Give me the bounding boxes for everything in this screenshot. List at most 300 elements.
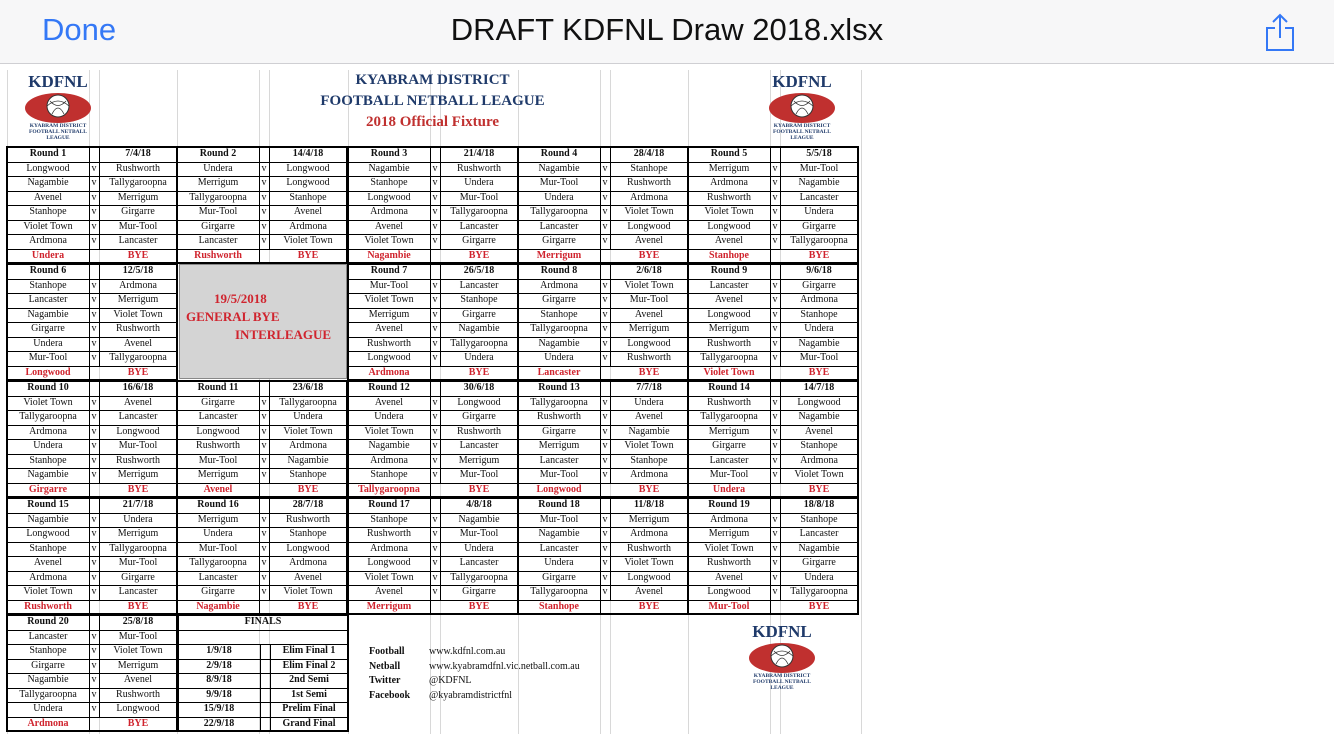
away-team: Nagambie [287,454,329,466]
versus-label: v [772,425,778,437]
bye-team: Girgarre [28,483,68,495]
versus-label: v [772,513,778,525]
versus-label: v [602,513,608,525]
away-team: Avenel [293,206,323,217]
away-team: Mur-Tool [118,557,158,568]
away-team: Longwood [457,396,501,408]
versus-label: v [602,454,608,466]
round-label: Round 11 [197,382,239,393]
versus-label: v [772,162,778,174]
home-team: Violet Town [23,220,73,232]
away-team: Violet Town [113,308,163,320]
round-label: Round 8 [540,265,578,276]
home-team: Lancaster [539,220,579,232]
away-team: Longwood [627,571,671,583]
away-team: Ardmona [630,469,668,480]
versus-label: v [432,586,438,597]
contact-label: Football [369,646,405,657]
cell-border [270,644,271,731]
bye-label: BYE [127,600,149,612]
bye-label: BYE [127,249,149,261]
cell-border [99,381,100,483]
away-team: Merrigum [117,528,159,539]
away-team: Tallygaroopna [279,396,337,408]
svg-text:KYABRAM DISTRICT: KYABRAM DISTRICT [773,123,831,129]
away-team: Undera [123,513,153,525]
round-date: 23/6/18 [292,382,324,393]
home-team: Violet Town [23,586,73,597]
versus-label: v [91,323,97,334]
done-button[interactable]: Done [42,12,117,47]
away-team: Avenel [634,586,664,597]
away-team: Lancaster [118,411,158,422]
round-label: Round 6 [29,265,67,276]
away-team: Tallygaroopna [790,235,848,246]
cell-border [440,147,441,249]
away-team: Ardmona [289,440,327,451]
versus-label: v [602,220,608,232]
versus-label: v [91,571,97,583]
contact-label: Facebook [369,689,411,701]
away-team: Stanhope [289,191,327,203]
home-team: Ardmona [29,425,67,437]
away-team: Mur-Tool [629,294,669,305]
versus-label: v [91,337,97,349]
final-name: Grand Final [282,717,336,729]
away-team: Undera [464,177,494,188]
versus-label: v [261,411,267,422]
home-team: Stanhope [29,279,67,291]
home-team: Lancaster [28,630,68,642]
away-team: Mur-Tool [459,469,499,480]
home-team: Ardmona [710,177,748,188]
cell-border [600,498,601,614]
versus-label: v [602,528,608,539]
cell-border [269,147,270,249]
versus-label: v [772,337,778,349]
versus-label: v [432,396,438,408]
final-date: 15/9/18 [203,703,235,714]
round-date: 16/6/18 [122,382,154,393]
finals-title: FINALS [244,616,282,627]
versus-label: v [432,513,438,525]
versus-label: v [432,411,438,422]
home-team: Girgarre [542,425,576,437]
away-team: Ardmona [630,528,668,539]
away-team: Stanhope [800,308,838,320]
away-team: Girgarre [462,308,496,320]
away-team: Tallygaroopna [450,571,508,583]
home-team: Avenel [33,557,63,568]
away-team: Mur-Tool [799,162,839,174]
home-team: Mur-Tool [369,279,409,291]
cell-border [600,264,601,380]
contact-label: Netball [369,660,401,672]
cell-border [610,147,611,249]
home-team: Mur-Tool [539,513,579,525]
bye-label: BYE [297,600,319,612]
versus-label: v [772,191,778,203]
kdfnl-logo-bottom [727,622,837,695]
away-team: Lancaster [459,220,499,232]
away-team: Ardmona [630,191,668,203]
round-date: 21/4/18 [463,148,495,159]
versus-label: v [432,469,438,480]
contact-value: @kyabramdistrictfnl [429,689,513,701]
final-name: 1st Semi [291,688,327,700]
home-team: Avenel [33,191,63,203]
away-team: Avenel [634,411,664,422]
cell-border [440,498,441,600]
versus-label: v [91,294,97,305]
cell-border [178,630,348,631]
versus-label: v [772,571,778,583]
away-team: Longwood [116,425,160,437]
home-team: Undera [374,411,404,422]
versus-label: v [772,177,778,188]
cell-border [269,498,270,600]
home-team: Rushworth [367,337,411,349]
versus-label: v [432,191,438,203]
round-label: Round 3 [370,148,408,159]
home-team: Longwood [196,425,240,437]
versus-label: v [91,586,97,597]
bye-team: Tallygaroopna [358,483,420,495]
versus-label: v [772,235,778,246]
home-team: Girgarre [201,220,235,232]
round-date: 21/7/18 [122,499,154,510]
kdfnl-logo-right [747,72,857,145]
away-team: Avenel [804,425,834,437]
home-team: Merrigum [197,469,239,480]
away-team: Lancaster [118,235,158,246]
away-team: Mur-Tool [118,220,158,232]
home-team: Rushworth [196,440,240,451]
home-team: Ardmona [29,235,67,246]
round-label: Round 16 [197,499,239,510]
bye-team: Mur-Tool [708,600,750,612]
round-label: Round 13 [538,382,580,393]
away-team: Stanhope [800,513,838,525]
away-team: Undera [804,323,834,334]
home-team: Tallygaroopna [530,323,588,334]
cell-border [269,381,270,483]
round-date: 12/5/18 [122,265,154,276]
interleague-label: INTERLEAGUE [235,327,332,342]
versus-label: v [261,396,267,408]
grid-column-line [861,70,862,734]
round-date: 5/5/18 [806,148,832,159]
home-team: Nagambie [27,177,69,188]
versus-label: v [91,528,97,539]
away-team: Avenel [293,571,323,583]
home-team: Avenel [374,323,404,334]
home-team: Merrigum [197,177,239,188]
away-team: Girgarre [121,206,155,217]
bye-label: BYE [638,366,660,378]
away-team: Tallygaroopna [109,177,167,188]
versus-label: v [602,542,608,554]
versus-label: v [91,469,97,480]
versus-label: v [261,206,267,217]
home-team: Mur-Tool [198,542,238,554]
bye-team: Avenel [203,483,233,495]
away-team: Tallygaroopna [450,337,508,349]
cell-border [89,381,90,497]
final-date: 1/9/18 [206,645,232,656]
home-team: Girgarre [542,294,576,305]
away-team: Tallygaroopna [109,542,167,554]
away-team: Ardmona [119,279,157,291]
round-label: Round 14 [708,382,750,393]
home-team: Tallygaroopna [189,191,247,203]
versus-label: v [91,440,97,451]
away-team: Undera [804,206,834,217]
home-team: Longwood [707,308,751,320]
cell-border [178,717,348,718]
round-label: Round 7 [370,265,408,276]
away-team: Undera [293,411,323,422]
cell-border [610,264,611,366]
round-date: 7/4/18 [125,148,151,159]
versus-label: v [91,206,97,217]
home-team: Nagambie [538,162,580,174]
versus-label: v [432,528,438,539]
home-team: Lancaster [539,454,579,466]
away-team: Rushworth [116,688,160,700]
bye-label: BYE [468,366,490,378]
cell-border [440,264,441,366]
away-team: Girgarre [462,235,496,246]
versus-label: v [91,162,97,174]
bye-label: BYE [808,600,830,612]
final-name: 2nd Semi [289,674,329,685]
versus-label: v [432,352,438,363]
round-date: 7/7/18 [636,382,662,393]
away-team: Stanhope [630,162,668,174]
versus-label: v [772,352,778,363]
versus-label: v [432,220,438,232]
home-team: Nagambie [27,674,69,685]
home-team: Girgarre [31,659,65,671]
away-team: Undera [464,352,494,363]
versus-label: v [261,528,267,539]
home-team: Ardmona [29,571,67,583]
share-icon[interactable] [1264,12,1296,52]
cell-border [610,381,611,483]
away-team: Longwood [627,220,671,232]
bye-team: Violet Town [703,366,755,378]
versus-label: v [772,440,778,451]
home-team: Nagambie [368,162,410,174]
away-team: Girgarre [462,586,496,597]
svg-text:KDFNL: KDFNL [28,72,88,91]
home-team: Merrigum [197,513,239,525]
home-team: Ardmona [710,513,748,525]
home-team: Lancaster [198,411,238,422]
cell-border [770,147,771,263]
versus-label: v [602,308,608,320]
away-team: Rushworth [627,542,671,554]
away-team: Stanhope [630,454,668,466]
away-team: Avenel [634,235,664,246]
versus-label: v [261,425,267,437]
toolbar [0,0,1334,64]
away-team: Violet Town [794,469,844,480]
versus-label: v [772,469,778,480]
versus-label: v [432,235,438,246]
round-label: Round 4 [540,148,578,159]
home-team: Longwood [707,586,751,597]
versus-label: v [91,191,97,203]
away-team: Avenel [123,674,153,685]
versus-label: v [91,308,97,320]
away-team: Violet Town [283,235,333,246]
away-team: Longwood [797,396,841,408]
home-team: Undera [33,703,63,714]
round-label: Round 5 [710,148,748,159]
home-team: Longwood [26,162,70,174]
home-team: Merrigum [368,308,410,320]
home-team: Lancaster [539,542,579,554]
bye-label: BYE [297,483,319,495]
home-team: Undera [544,557,574,568]
versus-label: v [91,674,97,685]
home-team: Merrigum [708,323,750,334]
home-team: Rushworth [537,411,581,422]
svg-text:FOOTBALL NETBALL: FOOTBALL NETBALL [29,129,87,135]
away-team: Rushworth [627,352,671,363]
versus-label: v [432,177,438,188]
away-team: Merrigum [117,469,159,480]
home-team: Lancaster [709,454,749,466]
round-date: 11/8/18 [633,499,664,510]
home-team: Rushworth [707,337,751,349]
home-team: Nagambie [368,440,410,451]
contact-label: Twitter [369,675,401,686]
cell-border [259,381,260,497]
svg-text:KDFNL: KDFNL [772,72,832,91]
versus-label: v [91,279,97,291]
svg-text:LEAGUE: LEAGUE [46,135,70,140]
versus-label: v [432,162,438,174]
versus-label: v [261,191,267,203]
home-team: Ardmona [370,454,408,466]
away-team: Longwood [116,703,160,714]
round-date: 2/6/18 [636,265,662,276]
home-team: Mur-Tool [709,469,749,480]
final-date: 22/9/18 [203,717,235,729]
bye-team: Merrigum [366,600,412,612]
bye-team: Longwood [536,483,582,495]
versus-label: v [91,352,97,363]
away-team: Nagambie [458,513,500,525]
versus-label: v [602,235,608,246]
bye-team: Undera [31,249,65,261]
versus-label: v [261,454,267,466]
versus-label: v [602,411,608,422]
home-team: Tallygaroopna [530,586,588,597]
versus-label: v [432,337,438,349]
round-label: Round 1 [29,148,67,159]
away-team: Merrigum [117,659,159,671]
away-team: Merrigum [628,513,670,525]
bye-label: BYE [808,366,830,378]
cell-border [178,659,348,660]
away-team: Tallygaroopna [109,352,167,363]
round-date: 30/6/18 [463,382,495,393]
home-team: Nagambie [538,337,580,349]
away-team: Lancaster [459,557,499,568]
away-team: Girgarre [802,220,836,232]
home-team: Undera [203,162,233,174]
home-team: Violet Town [364,425,414,437]
cell-border [430,147,431,263]
away-team: Tallygaroopna [790,586,848,597]
versus-label: v [772,220,778,232]
versus-label: v [602,352,608,363]
versus-label: v [602,191,608,203]
spreadsheet[interactable] [5,70,863,734]
home-team: Violet Town [364,571,414,583]
round-label: Round 17 [368,499,410,510]
home-team: Girgarre [31,323,65,334]
cell-border [99,615,100,717]
home-team: Girgarre [712,440,746,451]
home-team: Merrigum [708,425,750,437]
home-team: Mur-Tool [539,177,579,188]
bye-label: BYE [127,366,149,378]
home-team: Stanhope [29,542,67,554]
cell-border [259,147,260,263]
home-team: Ardmona [370,542,408,554]
versus-label: v [602,396,608,408]
away-team: Rushworth [116,323,160,334]
bye-team: Ardmona [27,717,69,729]
home-team: Longwood [707,220,751,232]
round-label: Round 10 [27,382,69,393]
versus-label: v [602,294,608,305]
cell-border [440,381,441,483]
bye-team: Longwood [25,366,71,378]
home-team: Merrigum [708,528,750,539]
home-team: Violet Town [704,542,754,554]
cell-border [780,147,781,249]
cell-border [430,381,431,497]
home-team: Girgarre [201,586,235,597]
home-team: Undera [203,528,233,539]
cell-border [780,381,781,483]
home-team: Undera [33,440,63,451]
round-label: Round 15 [27,499,69,510]
league-title-line1: KYABRAM DISTRICT [355,72,510,88]
versus-label: v [432,294,438,305]
away-team: Stanhope [460,294,498,305]
versus-label: v [432,279,438,291]
versus-label: v [91,220,97,232]
home-team: Undera [544,352,574,363]
versus-label: v [602,177,608,188]
away-team: Rushworth [457,162,501,174]
home-team: Rushworth [707,191,751,203]
bye-label: BYE [808,483,830,495]
versus-label: v [772,279,778,291]
away-team: Rushworth [116,454,160,466]
bye-label: BYE [297,249,319,261]
bye-team: Merrigum [536,249,582,261]
away-team: Nagambie [458,323,500,334]
versus-label: v [772,206,778,217]
